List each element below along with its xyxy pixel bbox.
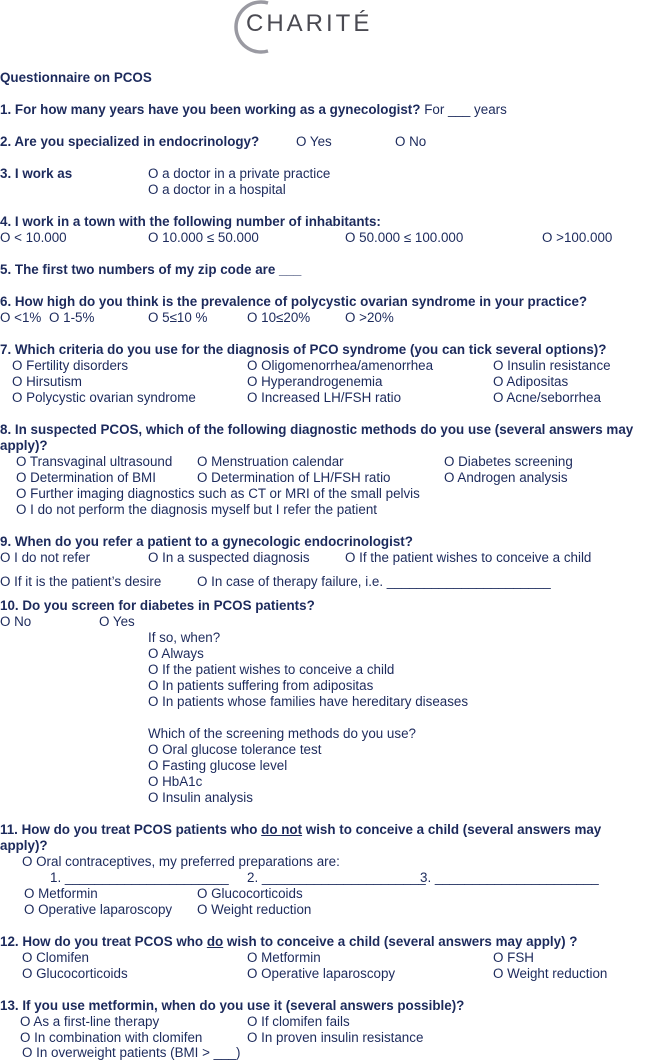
option[interactable]: O Acne/seborrhea	[493, 390, 601, 405]
option[interactable]: O Always	[148, 646, 204, 661]
option[interactable]: O No	[0, 614, 32, 629]
option[interactable]: O If it is the patient’s desire	[0, 574, 162, 589]
option[interactable]: O Hirsutism	[12, 374, 82, 389]
option[interactable]: O Metformin	[247, 950, 321, 965]
option[interactable]: O No	[395, 134, 427, 149]
option[interactable]: O >100.000	[542, 230, 613, 245]
option[interactable]: O I do not refer	[0, 550, 91, 565]
option[interactable]: O < 10.000	[0, 230, 67, 245]
option[interactable]: O If the patient wishes to conceive a child	[345, 550, 592, 565]
option[interactable]: O Weight reduction	[493, 966, 608, 981]
option[interactable]: O 10.000 ≤ 50.000	[148, 230, 259, 245]
option[interactable]: O As a first-line therapy	[20, 1014, 160, 1029]
option[interactable]: O 50.000 ≤ 100.000	[345, 230, 464, 245]
option[interactable]: O 5≤10 %	[148, 310, 208, 325]
option[interactable]: O Operative laparoscopy	[247, 966, 396, 981]
question-8-cont: apply)?	[0, 438, 48, 453]
option[interactable]: O Increased LH/FSH ratio	[247, 390, 402, 405]
question-2: 2. Are you specialized in endocrinology?	[0, 134, 260, 149]
option[interactable]: O Transvaginal ultrasound	[16, 454, 173, 469]
when-label: If so, when?	[148, 630, 221, 645]
option[interactable]: O Fertility disorders	[12, 358, 129, 373]
option[interactable]: O In patients suffering from adipositas	[148, 678, 374, 693]
option[interactable]: O 1-5%	[49, 310, 95, 325]
blank-field[interactable]: 2. ______________________	[247, 870, 426, 885]
option[interactable]: O Yes	[99, 614, 135, 629]
option[interactable]: O Determination of BMI	[16, 470, 156, 485]
option[interactable]: O If the patient wishes to conceive a child	[148, 662, 395, 677]
page-title: Questionnaire on PCOS	[0, 70, 152, 85]
option[interactable]: O Glucocorticoids	[22, 966, 128, 981]
option[interactable]: O Androgen analysis	[444, 470, 568, 485]
option[interactable]: O Determination of LH/FSH ratio	[197, 470, 391, 485]
option[interactable]: O >20%	[345, 310, 394, 325]
question-3: 3. I work as	[0, 166, 73, 181]
option[interactable]: O Oral contraceptives, my preferred preparations are:	[22, 854, 340, 869]
question-10: 10. Do you screen for diabetes in PCOS patients?	[0, 598, 315, 613]
logo-text: CHARITÉ	[246, 10, 373, 37]
option[interactable]: O Oral glucose tolerance test	[148, 742, 322, 757]
question-13: 13. If you use metformin, when do you use it (several answers possible)?	[0, 998, 465, 1013]
question-1: 1. For how many years have you been working as a gynecologist? For ___ years	[0, 102, 507, 117]
option[interactable]: O <1%	[0, 310, 42, 325]
option[interactable]: O Metformin	[24, 886, 98, 901]
option[interactable]: O In proven insulin resistance	[247, 1030, 424, 1045]
question-4: 4. I work in a town with the following number of inhabitants:	[0, 214, 381, 229]
option[interactable]: O If clomifen fails	[247, 1014, 350, 1029]
option[interactable]: O Insulin analysis	[148, 790, 253, 805]
option[interactable]: O In patients whose families have hereditary diseases	[148, 694, 469, 709]
methods-label: Which of the screening methods do you use?	[148, 726, 416, 741]
question-12: 12. How do you treat PCOS who do wish to conceive a child (several answers may apply) ?	[0, 934, 578, 949]
option[interactable]: O Menstruation calendar	[197, 454, 344, 469]
option[interactable]: O Yes	[296, 134, 332, 149]
option[interactable]: O I do not perform the diagnosis myself but I refer the patient	[16, 502, 377, 517]
option[interactable]: O HbA1c	[148, 774, 203, 789]
option[interactable]: O In a suspected diagnosis	[148, 550, 310, 565]
question-8: 8. In suspected PCOS, which of the following diagnostic methods do you use (several answers may	[0, 422, 634, 437]
option[interactable]: O Glucocorticoids	[197, 886, 303, 901]
option[interactable]: O Polycystic ovarian syndrome	[12, 390, 196, 405]
option[interactable]: O Operative laparoscopy	[24, 902, 173, 917]
option[interactable]: O Weight reduction	[197, 902, 312, 917]
option[interactable]: O a doctor in a private practice	[148, 166, 331, 181]
option[interactable]: O Oligomenorrhea/amenorrhea	[247, 358, 434, 373]
question-11: 11. How do you treat PCOS patients who do not wish to conceive a child (several answers may	[0, 822, 602, 837]
option[interactable]: O Hyperandrogenemia	[247, 374, 383, 389]
question-5: 5. The first two numbers of my zip code are ___	[0, 262, 302, 277]
question-11-cont: apply)?	[0, 838, 48, 853]
option[interactable]: O In combination with clomifen	[20, 1030, 203, 1045]
option[interactable]: O Insulin resistance	[493, 358, 611, 373]
option[interactable]: O Diabetes screening	[444, 454, 573, 469]
option[interactable]: O Clomifen	[22, 950, 89, 965]
option[interactable]: O Further imaging diagnostics such as CT or MRI of the small pelvis	[16, 486, 420, 501]
option[interactable]: O In case of therapy failure, i.e. ______________________	[197, 574, 551, 589]
option[interactable]: O FSH	[493, 950, 534, 965]
option[interactable]: O Adipositas	[493, 374, 569, 389]
question-6: 6. How high do you think is the prevalence of polycystic ovarian syndrome in your practice?	[0, 294, 588, 309]
option[interactable]: O In overweight patients (BMI > ___)	[22, 1045, 241, 1060]
question-9: 9. When do you refer a patient to a gynecologic endocrinologist?	[0, 534, 413, 549]
blank-field[interactable]: 3. ______________________	[420, 870, 599, 885]
question-7: 7. Which criteria do you use for the diagnosis of PCO syndrome (you can tick several options)?	[0, 342, 607, 357]
option[interactable]: O 10≤20%	[247, 310, 311, 325]
option[interactable]: O a doctor in a hospital	[148, 182, 286, 197]
blank-field[interactable]: 1. ______________________	[50, 870, 229, 885]
option[interactable]: O Fasting glucose level	[148, 758, 288, 773]
